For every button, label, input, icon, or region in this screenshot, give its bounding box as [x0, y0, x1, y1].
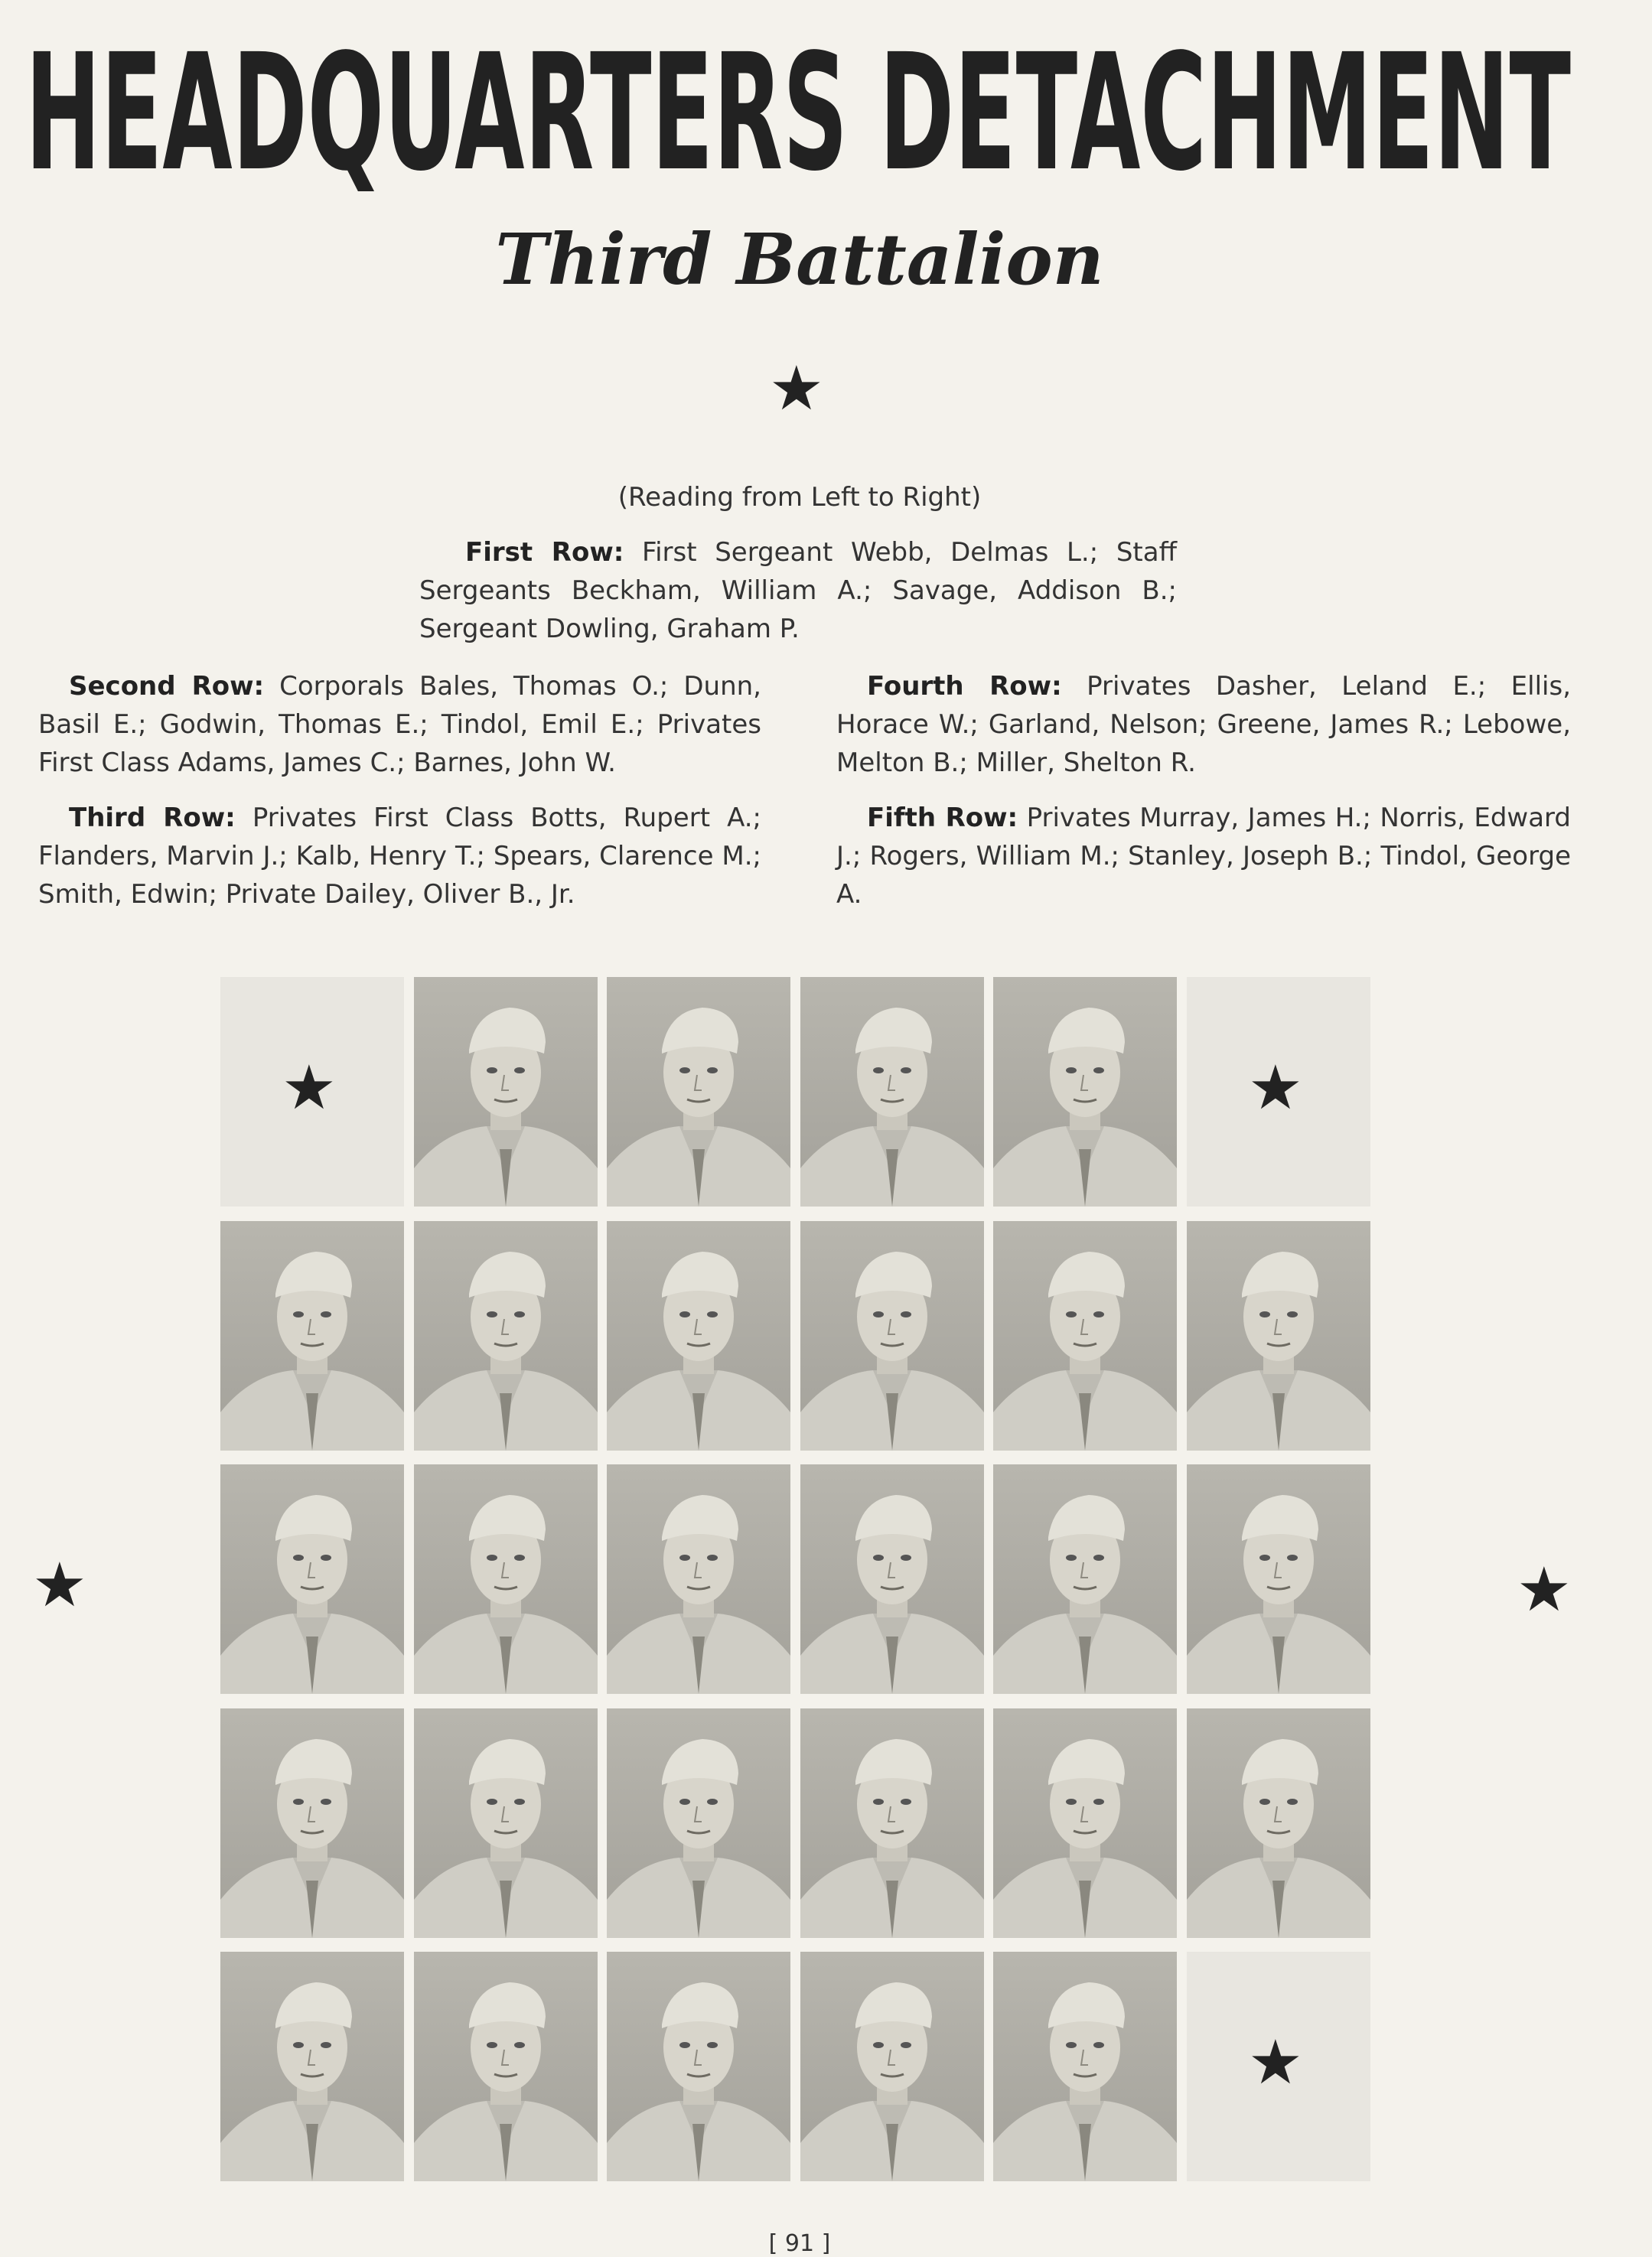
caption-row-label: Second Row:: [69, 671, 265, 702]
caption-third-row: [38, 799, 761, 914]
portrait-photo: [414, 977, 598, 1207]
soldier-portrait-icon: [607, 1464, 790, 1694]
portrait-photo: [800, 977, 984, 1207]
reading-note: (Reading from Left to Right): [617, 482, 982, 513]
soldier-portrait-icon: [414, 1464, 598, 1694]
caption-row-text: First Sergeant Webb, Delmas L.; Staff Sergeants Beckham, William A.; Savage, Addison B.; Sergeant Dowling, Graham P.: [419, 537, 1177, 644]
portrait-photo: [414, 1221, 598, 1451]
soldier-portrait-icon: [414, 1952, 598, 2181]
soldier-portrait-icon: [993, 1708, 1177, 1938]
soldier-portrait-icon: [607, 977, 790, 1207]
star-icon: ★: [1517, 1554, 1572, 1625]
portrait-photo: [800, 1952, 984, 2181]
star-icon: ★: [1248, 2027, 1303, 2098]
portrait-photo: [993, 1221, 1177, 1451]
soldier-portrait-icon: [993, 1464, 1177, 1694]
soldier-portrait-icon: [993, 1952, 1177, 2181]
caption-second-row: [38, 667, 761, 782]
soldier-portrait-icon: [220, 1708, 404, 1938]
portrait-photo: [220, 1708, 404, 1938]
star-icon: ★: [769, 353, 824, 424]
page-title-text: HEADQUARTERS DETACHMENT: [25, 23, 1571, 191]
portrait-photo: [607, 977, 790, 1207]
caption-row-text: Corporals Bales, Thomas O.; Dunn, Basil E.; Godwin, Thomas E.; Tindol, Emil E.; Privates First Class Adams, James C.; Barnes, John W.: [38, 671, 761, 778]
page-title: [21, 23, 1575, 191]
portrait-photo: [220, 1221, 404, 1451]
portrait-photo: [1187, 1708, 1370, 1938]
caption-row-label: Fourth Row:: [867, 671, 1062, 702]
caption-row-label: First Row:: [465, 537, 624, 568]
caption-row-label: Fifth Row:: [867, 803, 1018, 833]
portrait-photo: [607, 1221, 790, 1451]
star-icon: ★: [32, 1549, 87, 1620]
portrait-photo: [800, 1221, 984, 1451]
star-icon: ★: [1248, 1052, 1303, 1123]
soldier-portrait-icon: [800, 1952, 984, 2181]
soldier-portrait-icon: [993, 1221, 1177, 1451]
soldier-portrait-icon: [220, 1952, 404, 2181]
caption-fifth-row: [836, 799, 1571, 914]
caption-fourth-row: [836, 667, 1571, 782]
star-icon: ★: [282, 1052, 337, 1123]
soldier-portrait-icon: [1187, 1221, 1370, 1451]
soldier-portrait-icon: [414, 1708, 598, 1938]
caption-row-text: Privates First Class Botts, Rupert A.; Flanders, Marvin J.; Kalb, Henry T.; Spears, Clarence M.; Smith, Edwin; Private Dailey, Oliver B., Jr.: [38, 803, 761, 910]
portrait-photo: [993, 1464, 1177, 1694]
portrait-photo: [414, 1708, 598, 1938]
page-number: [ 91 ]: [768, 2230, 831, 2257]
caption-first-row: [419, 533, 1177, 648]
portrait-photo: [800, 1464, 984, 1694]
portrait-photo: [1187, 1221, 1370, 1451]
portrait-photo: [607, 1708, 790, 1938]
portrait-photo: [993, 1708, 1177, 1938]
grid-star-cell: [1187, 1952, 1370, 2181]
portrait-photo: [414, 1952, 598, 2181]
grid-star-cell: [1187, 977, 1370, 1207]
soldier-portrait-icon: [800, 977, 984, 1207]
soldier-portrait-icon: [414, 1221, 598, 1451]
soldier-portrait-icon: [800, 1708, 984, 1938]
portrait-photo: [607, 1952, 790, 2181]
soldier-portrait-icon: [1187, 1464, 1370, 1694]
caption-row-label: Third Row:: [69, 803, 236, 833]
soldier-portrait-icon: [1187, 1708, 1370, 1938]
soldier-portrait-icon: [800, 1221, 984, 1451]
portrait-photo: [800, 1708, 984, 1938]
grid-star-cell: [220, 977, 404, 1207]
portrait-photo: [1187, 1464, 1370, 1694]
soldier-portrait-icon: [607, 1708, 790, 1938]
soldier-portrait-icon: [607, 1221, 790, 1451]
soldier-portrait-icon: [414, 977, 598, 1207]
portrait-photo: [993, 977, 1177, 1207]
page-subtitle: Third Battalion: [495, 218, 1104, 301]
portrait-photo: [607, 1464, 790, 1694]
soldier-portrait-icon: [220, 1464, 404, 1694]
soldier-portrait-icon: [220, 1221, 404, 1451]
caption-row-text: Privates Murray, James H.; Norris, Edward J.; Rogers, William M.; Stanley, Joseph B.; Tindol, George A.: [836, 803, 1572, 910]
soldier-portrait-icon: [607, 1952, 790, 2181]
soldier-portrait-icon: [993, 977, 1177, 1207]
portrait-photo: [220, 1952, 404, 2181]
caption-row-text: Privates Dasher, Leland E.; Ellis, Horace W.; Garland, Nelson; Greene, James R.; Lebowe, Melton B.; Miller, Shelton R.: [836, 671, 1571, 778]
portrait-photo: [414, 1464, 598, 1694]
portrait-photo: [220, 1464, 404, 1694]
soldier-portrait-icon: [800, 1464, 984, 1694]
portrait-photo: [993, 1952, 1177, 2181]
